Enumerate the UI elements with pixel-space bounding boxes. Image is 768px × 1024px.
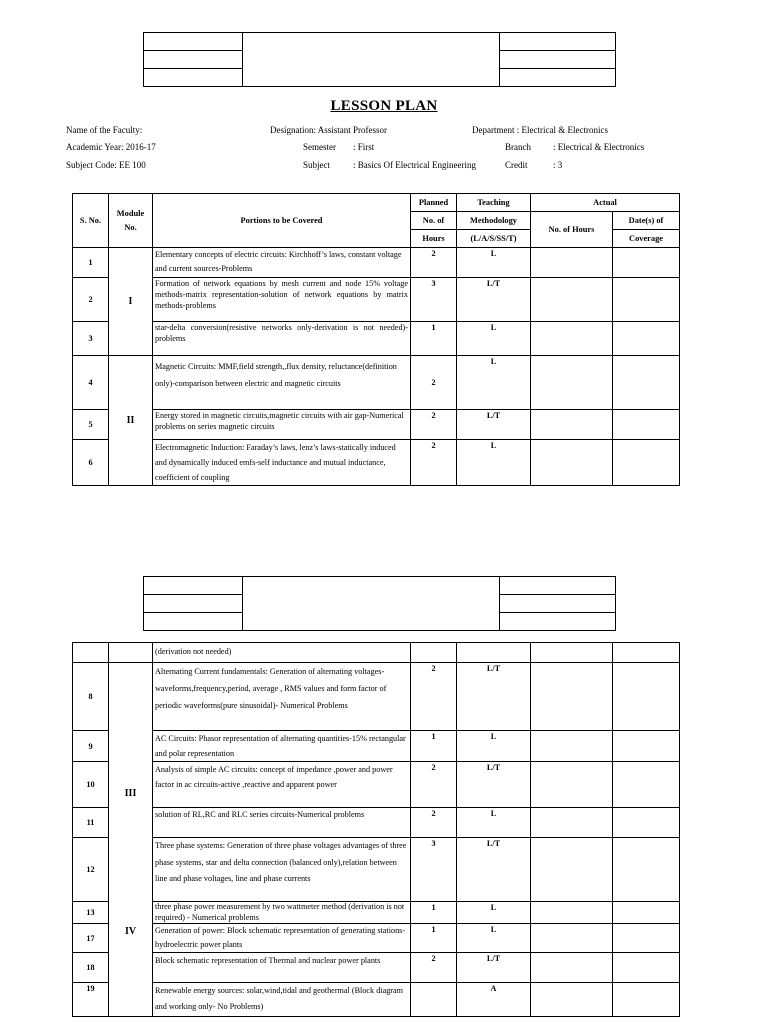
table-row bbox=[73, 440, 680, 486]
row-sno: 4 bbox=[73, 356, 109, 410]
table-row bbox=[73, 410, 680, 440]
row-method: L bbox=[457, 322, 531, 356]
row-hours bbox=[411, 983, 457, 1017]
row-portion: Electromagnetic Induction: Faraday’s laws, lenz’s laws-statically induced and dynamically induced emfs-self inductance and mutual inductance, coefficient of coupling bbox=[153, 440, 411, 486]
row-hours: 3 bbox=[411, 838, 457, 902]
row-dates bbox=[613, 924, 680, 953]
row-hours: 2 bbox=[411, 762, 457, 808]
row-sno: 2 bbox=[73, 278, 109, 322]
header-box-cell bbox=[500, 595, 616, 613]
row-actual-hours bbox=[531, 983, 613, 1017]
module-cell bbox=[109, 643, 153, 663]
row-portion: Block schematic representation of Thermal and nuclear power plants bbox=[153, 953, 411, 983]
row-hours: 1 bbox=[411, 902, 457, 924]
row-hours: 1 bbox=[411, 924, 457, 953]
row-dates bbox=[613, 983, 680, 1017]
row-method: L bbox=[457, 440, 531, 486]
header-box-top bbox=[143, 32, 616, 87]
row-portion: three phase power measurement by two wattmeter method (derivation is not required) - Numerical problems bbox=[153, 902, 411, 924]
row-dates bbox=[613, 278, 680, 322]
row-portion: Generation of power: Block schematic representation of generating stations- hydroelectric power plants bbox=[153, 924, 411, 953]
row-hours: 2 bbox=[411, 663, 457, 731]
branch-label: Branch bbox=[505, 142, 531, 152]
row-sno: 10 bbox=[73, 762, 109, 808]
row-method: L bbox=[457, 356, 531, 410]
module-cell: III bbox=[109, 663, 153, 924]
table-row bbox=[73, 902, 680, 924]
row-actual-hours bbox=[531, 440, 613, 486]
academic-year: Academic Year: 2016-17 bbox=[66, 142, 156, 152]
header-box-cell bbox=[144, 33, 243, 51]
row-hours: 2 bbox=[411, 356, 457, 410]
module-cell: II bbox=[109, 356, 153, 486]
row-hours: 2 bbox=[411, 410, 457, 440]
row-method: L/T bbox=[457, 410, 531, 440]
subject-label: Subject bbox=[303, 160, 330, 170]
header-actual-hours: No. of Hours bbox=[531, 212, 613, 248]
row-dates bbox=[613, 762, 680, 808]
lesson-table-page2 bbox=[72, 642, 680, 1017]
row-hours: 1 bbox=[411, 322, 457, 356]
header-box-cell bbox=[500, 69, 616, 87]
row-sno: 19 bbox=[73, 983, 109, 1017]
row-actual-hours bbox=[531, 902, 613, 924]
row-hours bbox=[411, 643, 457, 663]
header-module: Module No. bbox=[109, 194, 153, 248]
row-dates bbox=[613, 322, 680, 356]
designation: Designation: Assistant Professor bbox=[270, 125, 387, 135]
table-row bbox=[73, 838, 680, 902]
branch-value: : Electrical & Electronics bbox=[553, 142, 645, 152]
lesson-table-page1 bbox=[72, 193, 680, 486]
row-actual-hours bbox=[531, 410, 613, 440]
header-planned-1: Planned bbox=[411, 194, 457, 212]
row-portion: Magnetic Circuits: MMF,field strength,,flux density, reluctance(definition only)-comparison between electric and magnetic circuits bbox=[153, 356, 411, 410]
row-dates bbox=[613, 410, 680, 440]
row-dates bbox=[613, 643, 680, 663]
credit-value: : 3 bbox=[553, 160, 563, 170]
header-box-cell bbox=[144, 69, 243, 87]
row-sno: 18 bbox=[73, 953, 109, 983]
row-method: L/T bbox=[457, 838, 531, 902]
row-actual-hours bbox=[531, 278, 613, 322]
credit-label: Credit bbox=[505, 160, 528, 170]
table-row bbox=[73, 731, 680, 762]
module-cell: I bbox=[109, 248, 153, 356]
header-box-cell bbox=[500, 33, 616, 51]
row-actual-hours bbox=[531, 924, 613, 953]
table-row bbox=[73, 762, 680, 808]
row-method: L/T bbox=[457, 762, 531, 808]
row-portion: Energy stored in magnetic circuits,magnetic circuits with air gap-Numerical problems on series magnetic circuits bbox=[153, 410, 411, 440]
row-hours: 1 bbox=[411, 731, 457, 762]
header-box-cell bbox=[144, 595, 243, 613]
row-dates bbox=[613, 440, 680, 486]
row-portion: star-delta conversion(resistive networks only-derivation is not needed)-problems bbox=[153, 322, 411, 356]
row-dates bbox=[613, 731, 680, 762]
row-portion: (derivation not needed) bbox=[153, 643, 411, 663]
header-box-page2 bbox=[143, 576, 616, 631]
row-dates bbox=[613, 808, 680, 838]
table-row bbox=[73, 356, 680, 410]
row-method: L/T bbox=[457, 278, 531, 322]
row-actual-hours bbox=[531, 663, 613, 731]
row-sno: 9 bbox=[73, 731, 109, 762]
row-hours: 2 bbox=[411, 808, 457, 838]
row-sno: 1 bbox=[73, 248, 109, 278]
row-method bbox=[457, 643, 531, 663]
row-method: L bbox=[457, 902, 531, 924]
table-row bbox=[73, 278, 680, 322]
row-hours: 2 bbox=[411, 248, 457, 278]
row-method: L bbox=[457, 731, 531, 762]
header-box-cell bbox=[144, 51, 243, 69]
row-portion: Analysis of simple AC circuits: concept of impedance ,power and power factor in ac circuits-active ,reactive and apparent power bbox=[153, 762, 411, 808]
row-sno: 17 bbox=[73, 924, 109, 953]
department: Department : Electrical & Electronics bbox=[472, 125, 608, 135]
table-row bbox=[73, 643, 680, 663]
row-method: L bbox=[457, 924, 531, 953]
header-teaching-3: (L/A/S/SS/T) bbox=[457, 230, 531, 248]
header-dates-1: Date(s) of bbox=[613, 212, 680, 230]
table-row bbox=[73, 808, 680, 838]
row-portion: Alternating Current fundamentals: Generation of alternating voltages-waveforms,frequency,period, average , RMS values and form factor of periodic waveforms(pure sinusoidal)- Numerical Problems bbox=[153, 663, 411, 731]
header-portions: Portions to be Covered bbox=[153, 194, 411, 248]
row-actual-hours bbox=[531, 643, 613, 663]
row-actual-hours bbox=[531, 762, 613, 808]
row-sno: 3 bbox=[73, 322, 109, 356]
header-box-center bbox=[243, 577, 500, 631]
row-portion: Renewable energy sources: solar,wind,tidal and geothermal (Block diagram and working only- No Problems) bbox=[153, 983, 411, 1017]
table-row bbox=[73, 322, 680, 356]
row-sno: 11 bbox=[73, 808, 109, 838]
row-dates bbox=[613, 248, 680, 278]
header-teaching-1: Teaching bbox=[457, 194, 531, 212]
row-sno bbox=[73, 643, 109, 663]
row-dates bbox=[613, 953, 680, 983]
faculty-label: Name of the Faculty: bbox=[66, 125, 143, 135]
row-sno: 6 bbox=[73, 440, 109, 486]
row-actual-hours bbox=[531, 953, 613, 983]
row-portion: solution of RL,RC and RLC series circuits-Numerical problems bbox=[153, 808, 411, 838]
table-row bbox=[73, 663, 680, 731]
module-cell: IV bbox=[109, 924, 153, 1017]
header-box-cell bbox=[500, 577, 616, 595]
row-dates bbox=[613, 838, 680, 902]
row-portion: Formation of network equations by mesh current and node 15% voltage methods-matrix representation-solution of network equations by matrix methods-problems bbox=[153, 278, 411, 322]
row-method: L bbox=[457, 808, 531, 838]
row-sno: 5 bbox=[73, 410, 109, 440]
table-row bbox=[73, 953, 680, 983]
row-sno: 8 bbox=[73, 663, 109, 731]
row-method: A bbox=[457, 983, 531, 1017]
header-box-center bbox=[243, 33, 500, 87]
row-sno: 12 bbox=[73, 838, 109, 902]
table-row bbox=[73, 924, 680, 953]
header-box-cell bbox=[500, 51, 616, 69]
header-box-cell bbox=[144, 613, 243, 631]
semester-value: : First bbox=[353, 142, 375, 152]
row-method: L/T bbox=[457, 953, 531, 983]
row-dates bbox=[613, 902, 680, 924]
header-planned-2: No. of bbox=[411, 212, 457, 230]
header-actual: Actual bbox=[531, 194, 680, 212]
table-row bbox=[73, 983, 680, 1017]
row-hours: 2 bbox=[411, 953, 457, 983]
row-actual-hours bbox=[531, 838, 613, 902]
row-actual-hours bbox=[531, 248, 613, 278]
header-sno: S. No. bbox=[73, 194, 109, 248]
subject-value: : Basics Of Electrical Engineering bbox=[353, 160, 476, 170]
row-actual-hours bbox=[531, 356, 613, 410]
row-hours: 2 bbox=[411, 440, 457, 486]
row-actual-hours bbox=[531, 322, 613, 356]
subject-code: Subject Code: EE 100 bbox=[66, 160, 146, 170]
header-planned-3: Hours bbox=[411, 230, 457, 248]
header-box-cell bbox=[500, 613, 616, 631]
row-portion: Elementary concepts of electric circuits: Kirchhoff’s laws, constant voltage and current sources-Problems bbox=[153, 248, 411, 278]
row-portion: Three phase systems: Generation of three phase voltages advantages of three phase systems, star and delta connection (balanced only),relation between line and phase voltages, line and phase currents bbox=[153, 838, 411, 902]
row-portion: AC Circuits: Phasor representation of alternating quantities-15% rectangular and polar representation bbox=[153, 731, 411, 762]
header-teaching-2: Methodology bbox=[457, 212, 531, 230]
row-sno: 13 bbox=[73, 902, 109, 924]
row-actual-hours bbox=[531, 808, 613, 838]
table-row bbox=[73, 248, 680, 278]
header-box-cell bbox=[144, 577, 243, 595]
semester-label: Semester bbox=[303, 142, 336, 152]
row-hours: 3 bbox=[411, 278, 457, 322]
row-dates bbox=[613, 356, 680, 410]
row-actual-hours bbox=[531, 731, 613, 762]
row-method: L/T bbox=[457, 663, 531, 731]
header-dates-2: Coverage bbox=[613, 230, 680, 248]
row-dates bbox=[613, 663, 680, 731]
row-method: L bbox=[457, 248, 531, 278]
page-title: LESSON PLAN bbox=[330, 98, 438, 114]
